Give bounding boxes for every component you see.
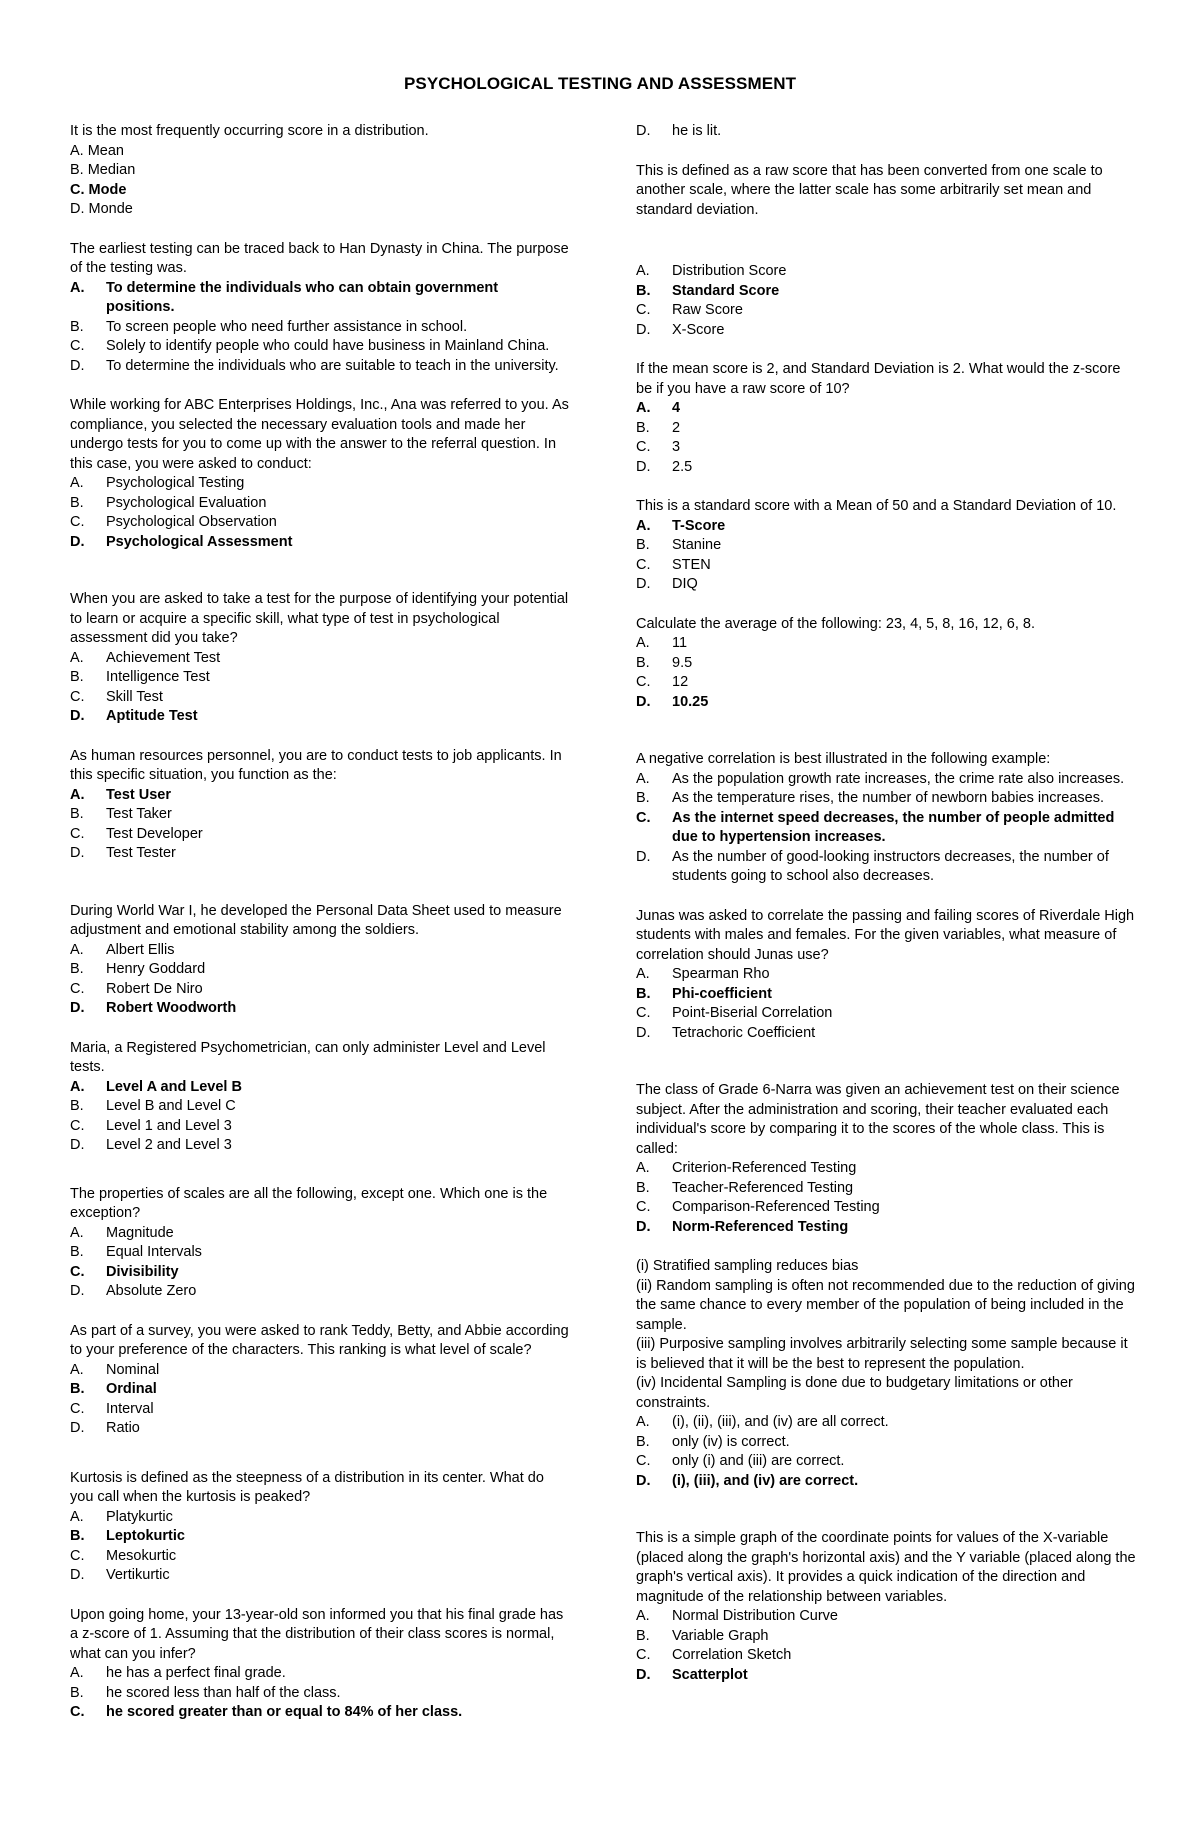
- option-letter: B.: [70, 806, 84, 822]
- question-text: When you are asked to take a test for the purpose of identifying your potential to learn or acquire a specific skill, what type of test in psychological assessment did you take?: [70, 591, 569, 646]
- answer-option: [636, 1004, 1136, 1024]
- option-letter: D.: [636, 1218, 651, 1235]
- question-text: Upon going home, your 13-year-old son informed you that his final grade has a z-score of 1. Assuming that the distribution of their class scores is normal, what can you infer?: [70, 1606, 564, 1662]
- option-text: Platykurtic: [106, 1508, 173, 1525]
- option-letter: B.: [636, 537, 650, 553]
- option-text: Vertikurtic: [106, 1567, 170, 1583]
- option-letter: D.: [636, 1024, 651, 1041]
- option-letter: D.: [636, 1472, 651, 1489]
- answer-option: [70, 1136, 570, 1156]
- option-text: only (i) and (iii) are correct.: [672, 1453, 845, 1469]
- option-text: To screen people who need further assistance in school.: [106, 318, 468, 335]
- answer-option: [70, 1224, 570, 1244]
- option-text: Spearman Rho: [672, 966, 770, 982]
- answer-option: [70, 494, 570, 514]
- option-letter: C.: [636, 674, 651, 690]
- option-letter: A.: [636, 1160, 650, 1176]
- option-letter: B.: [636, 1433, 650, 1450]
- option-letter: C.: [70, 825, 85, 842]
- question-text: If the mean score is 2, and Standard Deviation is 2. What would the z-score be if you have a raw score of 10?: [636, 361, 1121, 397]
- option-letter: A.: [70, 475, 84, 491]
- answer-option: [70, 668, 570, 688]
- option-text: 9.5: [672, 654, 693, 671]
- answer-option: [636, 458, 1136, 478]
- answer-option: [70, 1263, 570, 1283]
- option-letter: D.: [70, 1283, 85, 1299]
- question-block: [70, 1606, 570, 1723]
- answer-option: [636, 301, 1136, 321]
- option-letter: C.: [70, 1117, 85, 1134]
- option-letter: C.: [636, 1453, 651, 1469]
- answer-option: [636, 1607, 1136, 1627]
- option-text: Psychological Observation: [106, 514, 277, 530]
- option-letter: A.: [636, 770, 650, 787]
- answer-option: [70, 707, 570, 727]
- answer-option: [70, 1703, 570, 1723]
- option-text: STEN: [672, 556, 711, 573]
- answer-option: [636, 809, 1136, 848]
- answer-option: [70, 844, 570, 864]
- option-text: Magnitude: [106, 1224, 174, 1241]
- option-text: Phi-coefficient: [672, 985, 772, 1002]
- option-letter: C.: [636, 809, 651, 826]
- left-column: [70, 122, 570, 1723]
- question-text: Maria, a Registered Psychometrician, can only administer Level and Level tests.: [70, 1039, 546, 1075]
- question-block: [636, 907, 1136, 1044]
- option-letter: C.: [70, 980, 85, 997]
- option-letter: A.: [636, 400, 651, 416]
- answer-option: [70, 1243, 570, 1263]
- option-text: Normal Distribution Curve: [672, 1608, 838, 1624]
- answer-option: [636, 321, 1136, 341]
- option-letter: D.: [636, 576, 651, 592]
- answer-option: [636, 770, 1136, 790]
- option-text: 11: [672, 635, 688, 651]
- option-text: 12: [672, 674, 689, 690]
- question-block: [70, 122, 570, 220]
- option-letter: C.: [70, 514, 85, 530]
- option-letter: C.: [636, 302, 651, 318]
- option-text: Variable Graph: [672, 1627, 769, 1644]
- option-letter: B.: [636, 419, 650, 436]
- option-text: Equal Intervals: [106, 1244, 202, 1260]
- page-title: PSYCHOLOGICAL TESTING AND ASSESSMENT: [403, 74, 797, 93]
- question-text: Junas was asked to correlate the passing and failing scores of Riverdale High students with males and females. For the given variables, what measure of correlation should Junas use?: [636, 907, 1135, 963]
- option-text: Scatterplot: [672, 1666, 748, 1683]
- option-letter: D.: [70, 845, 85, 861]
- option-letter: A.: [636, 263, 650, 279]
- answer-option: [70, 1508, 570, 1528]
- answer-option: [70, 474, 570, 494]
- answer-option: [70, 1117, 570, 1137]
- option-text: Teacher-Referenced Testing: [672, 1179, 854, 1196]
- option-text: Mesokurtic: [106, 1547, 177, 1564]
- question-text: During World War I, he developed the Personal Data Sheet used to measure adjustment and emotional stability among the soldiers.: [70, 902, 562, 938]
- question-block: [70, 240, 570, 377]
- answer-option: [636, 1452, 1136, 1472]
- option-text: only (iv) is correct.: [672, 1433, 790, 1450]
- answer-option: [636, 536, 1136, 556]
- option-letter: D.: [636, 321, 651, 338]
- answer-option: [636, 1666, 1136, 1686]
- question-block: [636, 497, 1136, 595]
- answer-option: [70, 1078, 570, 1098]
- option-letter: D.: [636, 458, 651, 475]
- option-text: Test Developer: [106, 825, 203, 842]
- option-text: DIQ: [672, 576, 698, 592]
- answer-option: [636, 985, 1136, 1005]
- answer-option: [70, 337, 570, 357]
- option-text: Divisibility: [106, 1263, 179, 1280]
- question-text: This is defined as a raw score that has been converted from one scale to another scale, where the latter scale has some arbitrarily set mean and standard deviation.: [636, 162, 1103, 218]
- statement-text: (iv) Incidental Sampling is done due to budgetary limitations or other constraints.: [636, 1375, 1073, 1411]
- option-letter: D.: [70, 533, 85, 550]
- option-letter: D.: [636, 1666, 651, 1683]
- answer-option: [70, 513, 570, 533]
- answer-option: [636, 438, 1136, 458]
- option-letter: B.: [636, 1179, 650, 1196]
- statement-text: (i) Stratified sampling reduces bias: [636, 1258, 859, 1274]
- option-text: he has a perfect final grade.: [106, 1665, 286, 1681]
- option-text: Psychological Evaluation: [106, 494, 267, 511]
- option-letter: A.: [70, 1508, 84, 1525]
- answer-option: [636, 1024, 1136, 1044]
- question-block: [636, 122, 1136, 142]
- option-letter: A.: [70, 1361, 84, 1378]
- answer-option: [70, 1684, 570, 1704]
- option-letter: B.: [70, 318, 84, 335]
- option-letter: B.: [70, 669, 84, 685]
- option-text: (i), (iii), and (iv) are correct.: [672, 1472, 859, 1489]
- option-letter: B.: [70, 1098, 84, 1114]
- option-letter: A.: [636, 1414, 650, 1430]
- answer-option: [636, 1433, 1136, 1453]
- answer-option: [70, 533, 570, 553]
- option-letter: D.: [636, 123, 651, 139]
- option-text: Solely to identify people who could have business in Mainland China.: [106, 338, 550, 354]
- option-text: Distribution Score: [672, 263, 787, 279]
- answer-option: [70, 1400, 570, 1420]
- question-text: Calculate the average of the following: 23, 4, 5, 8, 16, 12, 6, 8.: [636, 615, 1036, 632]
- option-text: 10.25: [672, 693, 709, 710]
- question-text: The earliest testing can be traced back to Han Dynasty in China. The purpose of the testing was.: [70, 240, 569, 276]
- question-block: [70, 1322, 570, 1439]
- option-text: Comparison-Referenced Testing: [672, 1199, 880, 1215]
- option-letter: D.: [70, 357, 85, 374]
- answer-option: [70, 960, 570, 980]
- answer-option: [636, 848, 1136, 887]
- answer-option: [70, 1380, 570, 1400]
- option-letter: A.: [70, 941, 84, 958]
- question-block: [70, 590, 570, 727]
- option-text: 3: [672, 439, 681, 455]
- option-letter: A.: [70, 786, 85, 803]
- option-letter: C.: [70, 1704, 85, 1720]
- option-text: As the temperature rises, the number of newborn babies increases.: [672, 790, 1105, 806]
- option-letter: B.: [70, 961, 84, 977]
- option-letter: D.: [70, 1420, 85, 1436]
- option-text: Achievement Test: [106, 649, 221, 666]
- option-text: Robert De Niro: [106, 980, 203, 997]
- option-letter: A.: [636, 1608, 650, 1624]
- option-letter: C.: [70, 1547, 85, 1564]
- answer-option: [70, 1527, 570, 1547]
- option-letter: C.: [70, 338, 85, 354]
- option-letter: A.: [70, 649, 84, 666]
- answer-option: [70, 1547, 570, 1567]
- option-letter: B.: [636, 1627, 650, 1644]
- answer-option: [636, 654, 1136, 674]
- option-letter: B.: [636, 985, 651, 1002]
- option-text: Interval: [106, 1400, 154, 1417]
- question-text: This is a standard score with a Mean of 50 and a Standard Deviation of 10.: [636, 498, 1117, 514]
- option-letter: D.: [70, 1000, 85, 1016]
- option-letter: C.: [636, 1647, 651, 1663]
- option-text: Absolute Zero: [106, 1283, 197, 1299]
- option-letter: A.: [70, 279, 85, 296]
- option-text: Level A and Level B: [106, 1078, 242, 1095]
- answer-option: C. Mode: [70, 181, 127, 198]
- question-text: Kurtosis is defined as the steepness of a distribution in its center. What do you call when the kurtosis is peaked?: [70, 1469, 544, 1505]
- option-text: Psychological Testing: [106, 475, 245, 491]
- option-letter: B.: [70, 1244, 84, 1260]
- answer-option: A. Mean: [70, 142, 124, 159]
- question-text: The class of Grade 6-Narra was given an achievement test on their science subject. After the administration and scoring, their teacher evaluated each individual's score by comparing it to the scores of the whole class. This is called:: [636, 1082, 1120, 1157]
- answer-option: [636, 1413, 1136, 1433]
- question-block: [70, 1469, 570, 1586]
- option-text: Skill Test: [106, 688, 163, 705]
- answer-option: [70, 688, 570, 708]
- answer-option: [636, 262, 1136, 282]
- option-text: he scored greater than or equal to 84% of her class.: [106, 1704, 463, 1720]
- option-text: As the internet speed decreases, the number of people admitted due to hypertension increases.: [672, 809, 1115, 845]
- answer-option: [636, 419, 1136, 439]
- right-column: [636, 122, 1136, 1685]
- answer-option: [70, 1566, 570, 1586]
- option-letter: A.: [70, 1665, 84, 1681]
- answer-option: [636, 1179, 1136, 1199]
- option-text: Norm-Referenced Testing: [672, 1218, 849, 1235]
- answer-option: [636, 399, 1136, 419]
- question-block: [636, 615, 1136, 713]
- option-text: (i), (ii), (iii), and (iv) are all correct.: [672, 1414, 889, 1430]
- answer-option: [636, 517, 1136, 537]
- option-letter: B.: [70, 1381, 85, 1397]
- question-text: While working for ABC Enterprises Holdings, Inc., Ana was referred to you. As compliance, you selected the necessary evaluation tools and made her undergo tests for you to come up with the answer to the referral question. In this case, you were asked to conduct:: [70, 397, 569, 472]
- answer-option: [636, 693, 1136, 713]
- option-text: As the number of good-looking instructors decreases, the number of students going to school also decreases.: [672, 848, 1109, 884]
- option-text: Ratio: [106, 1420, 140, 1436]
- option-text: To determine the individuals who are suitable to teach in the university.: [106, 357, 559, 374]
- answer-option: [70, 805, 570, 825]
- option-text: Criterion-Referenced Testing: [672, 1160, 857, 1176]
- option-text: Correlation Sketch: [672, 1647, 792, 1663]
- answer-option: [70, 1361, 570, 1381]
- option-letter: A.: [70, 1224, 84, 1241]
- option-text: Intelligence Test: [106, 669, 210, 685]
- question-block: [636, 750, 1136, 887]
- answer-option: [70, 357, 570, 377]
- question-text: As human resources personnel, you are to conduct tests to job applicants. In this specific situation, you function as the:: [70, 747, 562, 783]
- answer-option: [636, 965, 1136, 985]
- answer-option: [70, 649, 570, 669]
- question-text: As part of a survey, you were asked to rank Teddy, Betty, and Abbie according to your preference of the characters. This ranking is what level of scale?: [70, 1322, 569, 1358]
- answer-option: [70, 941, 570, 961]
- option-text: T-Score: [672, 517, 726, 534]
- option-text: 2: [672, 419, 681, 436]
- question-block: [636, 1257, 1136, 1491]
- option-letter: B.: [636, 654, 650, 671]
- option-text: Henry Goddard: [106, 961, 206, 977]
- option-text: Albert Ellis: [106, 941, 175, 958]
- question-block: [636, 1529, 1136, 1685]
- answer-option: [70, 1664, 570, 1684]
- option-text: Aptitude Test: [106, 708, 198, 724]
- answer-option: [70, 279, 570, 318]
- answer-option: [636, 1159, 1136, 1179]
- question-block: [70, 1185, 570, 1302]
- option-text: As the population growth rate increases, the crime rate also increases.: [672, 770, 1125, 787]
- question-text: A negative correlation is best illustrated in the following example:: [636, 751, 1051, 767]
- question-text: The properties of scales are all the following, except one. Which one is the exception?: [70, 1185, 548, 1221]
- option-letter: B.: [70, 1684, 84, 1701]
- option-letter: D.: [70, 1137, 85, 1153]
- option-letter: B.: [70, 1528, 85, 1544]
- answer-option: [636, 282, 1136, 302]
- question-block: [636, 162, 1136, 341]
- answer-option: [636, 122, 1136, 142]
- question-block: [70, 396, 570, 552]
- option-letter: A.: [636, 966, 650, 982]
- option-text: Level 1 and Level 3: [106, 1117, 232, 1134]
- option-text: Raw Score: [672, 302, 743, 318]
- option-letter: C.: [70, 688, 85, 705]
- option-text: 4: [672, 400, 681, 416]
- answer-option: [636, 673, 1136, 693]
- option-letter: C.: [636, 439, 651, 455]
- answer-option: [636, 575, 1136, 595]
- answer-option: [636, 1472, 1136, 1492]
- answer-option: [70, 1282, 570, 1302]
- answer-option: [70, 999, 570, 1019]
- answer-option: [70, 1097, 570, 1117]
- answer-option: [636, 1198, 1136, 1218]
- option-letter: D.: [70, 708, 85, 724]
- option-text: Robert Woodworth: [106, 1000, 237, 1016]
- option-letter: C.: [636, 1005, 651, 1021]
- option-text: he scored less than half of the class.: [106, 1684, 341, 1701]
- question-block: [70, 902, 570, 1019]
- answer-option: [70, 980, 570, 1000]
- answer-option: [636, 1627, 1136, 1647]
- question-text: It is the most frequently occurring score in a distribution.: [70, 123, 429, 139]
- statement-text: (ii) Random sampling is often not recommended due to the reduction of giving the same chance to every member of the population of being included in the sample.: [636, 1277, 1135, 1333]
- option-letter: B.: [636, 282, 651, 299]
- answer-option: [636, 1218, 1136, 1238]
- option-text: Stanine: [672, 537, 722, 553]
- answer-option: [636, 556, 1136, 576]
- option-text: Test Tester: [106, 845, 176, 861]
- option-letter: A.: [636, 635, 650, 651]
- question-block: [636, 360, 1136, 477]
- option-text: he is lit.: [672, 123, 722, 139]
- option-text: X-Score: [672, 321, 725, 338]
- question-block: [636, 1081, 1136, 1237]
- question-block: [70, 1039, 570, 1156]
- option-text: 2.5: [672, 458, 693, 475]
- option-text: Psychological Assessment: [106, 533, 293, 550]
- answer-option: [636, 1646, 1136, 1666]
- option-letter: C.: [70, 1400, 85, 1417]
- option-text: Level 2 and Level 3: [106, 1137, 232, 1153]
- option-letter: C.: [70, 1263, 85, 1280]
- option-text: Test Taker: [106, 806, 172, 822]
- answer-option: [70, 1419, 570, 1439]
- option-text: Tetrachoric Coefficient: [672, 1024, 816, 1041]
- option-text: Level B and Level C: [106, 1098, 236, 1114]
- option-letter: A.: [70, 1078, 85, 1095]
- answer-option: [70, 318, 570, 338]
- option-text: Point-Biserial Correlation: [672, 1005, 833, 1021]
- option-text: Nominal: [106, 1361, 160, 1378]
- option-text: Test User: [106, 786, 172, 803]
- answer-option: [636, 789, 1136, 809]
- answer-option: [636, 634, 1136, 654]
- answer-option: [70, 825, 570, 845]
- answer-option: B. Median: [70, 162, 136, 178]
- statement-text: (iii) Purposive sampling involves arbitrarily selecting some sample because it is believed that it will be the best to represent the population.: [636, 1336, 1128, 1372]
- option-text: Standard Score: [672, 282, 780, 299]
- option-letter: B.: [70, 494, 84, 511]
- option-letter: D.: [636, 693, 651, 710]
- option-text: Leptokurtic: [106, 1528, 185, 1544]
- answer-option: [70, 786, 570, 806]
- option-letter: B.: [636, 790, 650, 806]
- option-letter: C.: [636, 556, 651, 573]
- option-letter: C.: [636, 1199, 651, 1215]
- option-text: Ordinal: [106, 1381, 157, 1397]
- option-text: To determine the individuals who can obtain government positions.: [106, 279, 499, 315]
- option-letter: D.: [70, 1567, 85, 1583]
- option-letter: D.: [636, 848, 651, 865]
- question-block: [70, 747, 570, 864]
- answer-option: D. Monde: [70, 201, 133, 217]
- question-text: This is a simple graph of the coordinate points for values of the X-variable (placed along the graph's horizontal axis) and the Y variable (placed along the graph's vertical axis). It provides a quick indication of the direction and magnitude of the relationship between variables.: [636, 1530, 1136, 1605]
- option-letter: A.: [636, 517, 651, 534]
